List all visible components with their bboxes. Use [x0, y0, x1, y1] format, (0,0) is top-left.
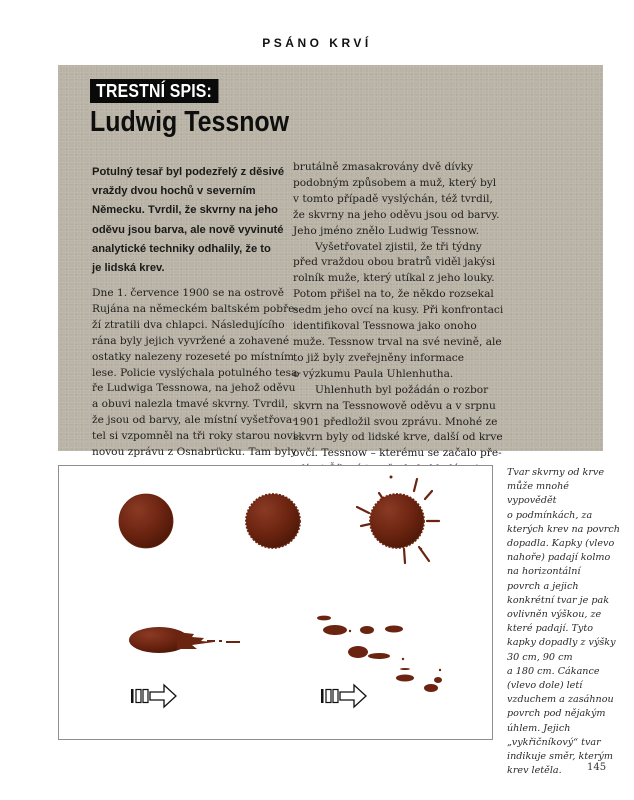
blood-drop — [119, 494, 173, 548]
arrow-tick — [333, 690, 338, 703]
body-line: sedm jeho ovcí na kusy. Při konfrontaci — [293, 304, 504, 317]
blood-spike — [425, 491, 432, 499]
blood-drop — [370, 494, 424, 548]
blood-pattern-illustration — [59, 466, 494, 741]
blood-spike — [404, 549, 405, 563]
arrow-right-icon — [150, 685, 176, 707]
caption-line: o podmínkách, za — [507, 509, 593, 521]
drop-90cm — [246, 494, 300, 548]
single-spatter — [129, 627, 240, 653]
caption-line: (vlevo dole) letí — [507, 680, 583, 692]
body-line: lese. Policie vyslýchala potulného tesa- — [92, 366, 301, 379]
caption-line: „vykřičníkový“ tvar — [507, 736, 601, 748]
body-line: Uhlenhuth byl požádán o rozbor — [315, 383, 489, 396]
body-line: novou zprávu z Osnabrücku. Tam byly — [92, 446, 297, 459]
body-line: Jeho jméno znělo Ludwig Tessnow. — [293, 224, 480, 237]
body-line: v tomto případě vyslýchán, též tvrdil, — [293, 192, 493, 205]
running-head: PSÁNO KRVÍ — [262, 36, 372, 50]
body-line: skvrn byly od lidské krve, další od krve — [293, 431, 503, 444]
body-line: 1901 předložil svou zprávu. Mnohé ze — [293, 415, 498, 428]
caption-line: na horizontální — [507, 566, 581, 578]
body-line: ře Ludwiga Tessnowa, na jehož oděvu — [92, 382, 296, 395]
body-line: ovčí. Tessnow – kterému se začalo pře- — [293, 447, 502, 460]
spatter-blob — [368, 653, 390, 659]
arrow-right-icon — [340, 685, 366, 707]
body-line: brutálně zmasakrovány dvě dívky — [293, 161, 474, 173]
lead-paragraph — [92, 163, 302, 278]
body-line: ží ztratili dva chlapci. Následujícího — [92, 318, 285, 331]
body-line: před vraždou obou bratrů viděl jakýsi — [293, 256, 495, 269]
drop-30cm — [119, 494, 173, 548]
caption-line: povrch a jejich — [507, 580, 579, 592]
arrow-tick-solid — [321, 689, 324, 703]
case-file-label: TRESTNÍ SPIS: — [90, 79, 218, 103]
arrow-tick — [136, 690, 141, 703]
blood-speck — [420, 548, 422, 550]
arrow-tick — [143, 690, 148, 703]
arrow-tick — [326, 690, 331, 703]
lead-line: vraždy dvou hochů v severním — [92, 185, 256, 198]
figure-caption — [507, 466, 622, 778]
body-line: tel si vzpomněl na tři roky starou novi- — [92, 430, 300, 443]
lead-line: Potulný tesař byl podezřelý z děsivé — [92, 166, 285, 178]
body-line: muže. Tessnow trval na své nevině, ale — [293, 335, 502, 348]
body-column-1 — [92, 286, 301, 461]
caption-line: kterých krev na povrch — [507, 523, 620, 535]
body-line: identifikoval Tessnowa jako onoho — [293, 320, 477, 333]
caption-line: povrch pod nějakým — [507, 708, 606, 720]
caption-line: dopadla. Kapky (vlevo — [507, 538, 615, 550]
blood-drop — [246, 494, 300, 548]
body-line: ostatky nalezeny rozeseté po místním — [92, 350, 295, 363]
body-line: to již byly zveřejněny informace — [293, 351, 464, 364]
multiple-spatter — [317, 616, 442, 692]
caption-line: vypovědět — [507, 495, 557, 507]
direction-arrow-left — [131, 685, 176, 707]
spatter-blob — [317, 616, 331, 621]
spatter-blob — [360, 626, 374, 634]
caption-line: kapky dopadly z výšky — [507, 637, 616, 649]
blood-pattern-figure — [58, 465, 493, 740]
blood-speck — [349, 630, 351, 632]
spatter-blob — [323, 625, 347, 635]
spatter-blob — [396, 675, 414, 682]
body-line: že skvrny na jeho oděvu jsou od barvy. — [293, 208, 500, 221]
caption-line: 30 cm, 90 cm — [507, 651, 573, 663]
spatter-blob — [400, 668, 410, 670]
caption-line: vzduchem a zasáhnou — [507, 694, 614, 706]
blood-spike — [361, 524, 370, 526]
drop-180cm — [357, 476, 439, 564]
spatter-streak — [207, 640, 215, 642]
body-line: a obuvi nalezla tmavé skvrny. Tvrdil, — [92, 398, 289, 411]
blood-speck — [439, 669, 441, 671]
direction-arrow-right — [321, 685, 366, 707]
body-line: o výzkumu Paula Uhlenhutha. — [293, 367, 454, 380]
lead-line: je lidská krev. — [92, 262, 165, 275]
caption-line: které padají. Tyto — [507, 623, 593, 635]
blood-speck — [390, 476, 393, 479]
blood-spike — [379, 493, 383, 499]
caption-line: může mnohé — [507, 481, 569, 493]
lead-line: analytické techniky odhalily, že to — [92, 242, 271, 255]
body-line: skvrn na Tessnowově oděvu a v srpnu — [293, 399, 496, 412]
blood-speck — [402, 658, 404, 660]
body-line: podobným způsobem a muž, který byl — [293, 176, 497, 189]
body-line: že jsou od barvy, ale místní vyšetřova- — [92, 414, 296, 427]
body-line: rána byly jejich vyvržené a zohavené — [92, 334, 290, 347]
blood-spike — [414, 479, 417, 491]
caption-line: úhlem. Jejich — [507, 722, 571, 734]
spatter-streak — [219, 640, 222, 642]
spatter-blob — [424, 684, 438, 692]
caption-line: ovlivněn výškou, ze — [507, 609, 602, 621]
spatter-streak — [226, 641, 240, 643]
spatter-blob — [348, 646, 368, 658]
body-line: Potom přišel na to, že někdo rozsekal — [293, 288, 494, 301]
caption-line: a 180 cm. Cákance — [507, 665, 600, 677]
page-number: 145 — [587, 762, 607, 773]
body-line: rolník muže, který utíkal z jeho louky. — [293, 272, 495, 285]
arrow-tick-solid — [131, 689, 134, 703]
caption-line: nahoře) padají kolmo — [507, 552, 611, 564]
caption-line: Tvar skvrny od krve — [507, 467, 605, 478]
body-line: Rujána na německém baltském pobře- — [92, 302, 298, 315]
body-line: Vyšetřovatel zjistil, že tři týdny — [315, 240, 482, 253]
spatter-blob — [434, 677, 442, 683]
caption-line: krev letěla. — [507, 765, 562, 777]
lead-line: oděvu jsou barva, ale nově vyvinuté — [92, 223, 284, 236]
blood-spike — [357, 507, 369, 513]
caption-line: konkrétní tvar je pak — [507, 594, 610, 606]
caption-line: indikuje směr, kterým — [507, 751, 613, 763]
spatter-blob — [385, 626, 403, 633]
lead-line: Německu. Tvrdil, že skvrny na jeho — [92, 204, 278, 217]
case-title: Ludwig Tessnow — [90, 106, 290, 138]
body-line: Dne 1. července 1900 se na ostrově — [92, 287, 285, 299]
body-column-2 — [293, 160, 504, 494]
